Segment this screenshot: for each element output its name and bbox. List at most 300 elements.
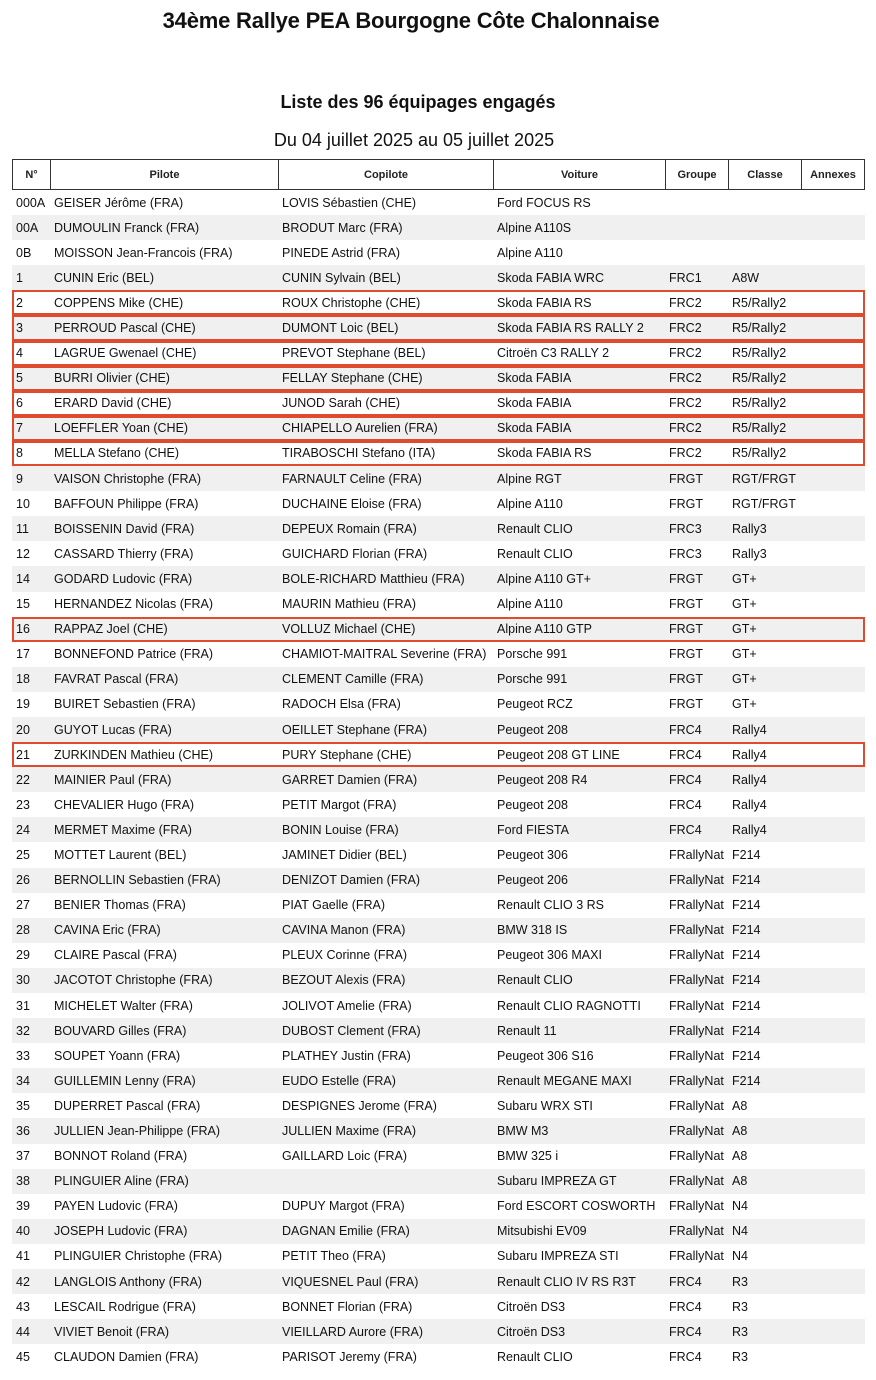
table-row [12, 1068, 865, 1093]
annexes-cell [801, 1194, 865, 1219]
annexes-cell [801, 617, 865, 642]
annexes-cell [801, 1043, 865, 1068]
table-row [12, 290, 865, 315]
pilote-name-cell: CLAUDON Damien (FRA) [54, 1349, 199, 1364]
entry-number-cell: 11 [12, 516, 50, 541]
copilote-name-cell: CLEMENT Camille (FRA) [278, 667, 493, 692]
table-row [12, 1319, 865, 1344]
car-model-cell: Alpine A110 [497, 597, 563, 612]
table-body [12, 190, 865, 1369]
annexes-cell [801, 1018, 865, 1043]
annexes-cell [801, 1144, 865, 1169]
table-row [12, 566, 865, 591]
group-cell: FRallyNat [669, 898, 724, 913]
pilote-name-cell: PLINGUIER Aline (FRA) [50, 1169, 278, 1194]
class-cell: GT+ [732, 697, 757, 712]
pilote-name-cell: BOISSENIN David (FRA) [50, 516, 278, 541]
pilote-name-cell: LOEFFLER Yoan (CHE) [50, 416, 278, 441]
entry-number-cell: 00A [12, 215, 50, 240]
group-cell: FRC3 [669, 546, 702, 561]
car-model-cell: Skoda FABIA RS [493, 441, 665, 466]
class-cell: R5/Rally2 [728, 341, 801, 366]
copilote-name-cell: DUMONT Loic (BEL) [278, 315, 493, 340]
table-row [12, 592, 865, 617]
table-row [12, 1118, 865, 1143]
copilote-name-cell: DUBOST Clement (FRA) [278, 1018, 493, 1043]
table-row [12, 190, 865, 215]
copilote-name-cell: DAGNAN Emilie (FRA) [278, 1219, 493, 1244]
car-model-cell: Skoda FABIA RS [493, 290, 665, 315]
copilote-name-cell: DUCHAINE Eloise (FRA) [282, 496, 422, 511]
group-cell: FRallyNat [669, 1199, 724, 1214]
table-row [12, 466, 865, 491]
class-cell: R5/Rally2 [728, 290, 801, 315]
annexes-cell [801, 491, 865, 516]
class-cell: F214 [732, 847, 761, 862]
car-model-cell: Renault CLIO 3 RS [497, 898, 604, 913]
annexes-cell [801, 315, 865, 340]
group-cell: FRallyNat [665, 868, 728, 893]
pilote-name-cell: BENIER Thomas (FRA) [54, 898, 186, 913]
class-cell: F214 [732, 1048, 761, 1063]
entry-number-cell: 43 [16, 1299, 30, 1314]
group-cell: FRC4 [669, 797, 702, 812]
group-cell: FRGT [669, 496, 704, 511]
annexes-cell [801, 215, 865, 240]
car-model-cell: Citroën DS3 [497, 1299, 566, 1314]
group-cell: FRallyNat [665, 1118, 728, 1143]
entry-number-cell: 30 [12, 968, 50, 993]
entry-number-cell: 5 [12, 366, 50, 391]
entry-number-cell: 20 [12, 717, 50, 742]
car-model-cell: Alpine A110 GT+ [493, 566, 665, 591]
group-cell: FRC2 [665, 391, 728, 416]
copilote-name-cell: CAVINA Manon (FRA) [278, 918, 493, 943]
annexes-cell [801, 441, 865, 466]
copilote-name-cell: DESPIGNES Jerome (FRA) [282, 1098, 437, 1113]
table-row [12, 541, 865, 566]
entry-number-cell: 34 [12, 1068, 50, 1093]
pilote-name-cell: PERROUD Pascal (CHE) [50, 315, 278, 340]
pilote-name-cell: BURRI Olivier (CHE) [50, 366, 278, 391]
group-cell: FRGT [665, 566, 728, 591]
group-cell: FRC2 [665, 441, 728, 466]
table-row [12, 391, 865, 416]
class-cell: R5/Rally2 [728, 391, 801, 416]
group-cell: FRGT [665, 667, 728, 692]
copilote-name-cell: PINEDE Astrid (FRA) [282, 245, 401, 260]
entry-number-cell: 27 [16, 898, 30, 913]
class-cell: N4 [728, 1219, 801, 1244]
class-cell: F214 [728, 1018, 801, 1043]
copilote-name-cell: PETIT Margot (FRA) [282, 797, 397, 812]
group-cell: FRC4 [665, 717, 728, 742]
pilote-name-cell: CLAIRE Pascal (FRA) [54, 948, 177, 963]
copilote-name-cell: BONNET Florian (FRA) [282, 1299, 413, 1314]
entry-number-cell: 8 [12, 441, 50, 466]
annexes-cell [801, 893, 865, 918]
car-model-cell: Peugeot RCZ [497, 697, 573, 712]
table-row [12, 1344, 865, 1369]
car-model-cell: Citroën C3 RALLY 2 [493, 341, 665, 366]
group-cell: FRC2 [665, 416, 728, 441]
table-row [12, 1144, 865, 1169]
date-range: Du 04 juillet 2025 au 05 juillet 2025 [273, 130, 555, 150]
entry-number-cell: 36 [12, 1118, 50, 1143]
entry-number-cell: 45 [16, 1349, 30, 1364]
copilote-name-cell: PLATHEY Justin (FRA) [282, 1048, 411, 1063]
copilote-name-cell: VIEILLARD Aurore (FRA) [278, 1319, 493, 1344]
car-model-cell: Peugeot 208 R4 [493, 767, 665, 792]
group-cell: FRC4 [669, 1299, 702, 1314]
class-cell [728, 190, 801, 215]
table-row [12, 1194, 865, 1219]
class-cell: R3 [728, 1269, 801, 1294]
table-row [12, 767, 865, 792]
annexes-cell [801, 290, 865, 315]
table-row [12, 1018, 865, 1043]
copilote-name-cell: PURY Stephane (CHE) [278, 742, 493, 767]
copilote-name-cell: BEZOUT Alexis (FRA) [278, 968, 493, 993]
group-cell: FRGT [669, 597, 704, 612]
table-row [12, 667, 865, 692]
group-cell: FRC4 [665, 1319, 728, 1344]
group-cell: FRC2 [665, 315, 728, 340]
column-header-annexes: Annexes [801, 159, 865, 190]
copilote-name-cell: BOLE-RICHARD Matthieu (FRA) [278, 566, 493, 591]
copilote-name-cell: PIAT Gaelle (FRA) [282, 898, 386, 913]
copilote-name-cell: GAILLARD Loic (FRA) [282, 1149, 408, 1164]
annexes-cell [801, 667, 865, 692]
annexes-cell [801, 742, 865, 767]
copilote-name-cell: MAURIN Mathieu (FRA) [282, 597, 417, 612]
entry-number-cell: 38 [12, 1169, 50, 1194]
group-cell: FRC2 [665, 341, 728, 366]
annexes-cell [801, 391, 865, 416]
pilote-name-cell: MICHELET Walter (FRA) [54, 998, 193, 1013]
entry-number-cell: 17 [16, 647, 30, 662]
pilote-name-cell: PAYEN Ludovic (FRA) [54, 1199, 178, 1214]
table-row [12, 341, 865, 366]
class-cell: A8 [732, 1149, 748, 1164]
annexes-cell [801, 943, 865, 968]
class-cell: GT+ [732, 597, 757, 612]
entry-number-cell: 31 [16, 998, 30, 1013]
annexes-cell [801, 516, 865, 541]
group-cell: FRallyNat [669, 998, 724, 1013]
car-model-cell: Porsche 991 [497, 647, 568, 662]
car-model-cell: Peugeot 208 [493, 717, 665, 742]
group-cell [665, 215, 728, 240]
copilote-name-cell: FELLAY Stephane (CHE) [278, 366, 493, 391]
group-cell: FRC2 [665, 366, 728, 391]
annexes-cell [801, 1219, 865, 1244]
entry-number-cell: 21 [12, 742, 50, 767]
class-cell: R5/Rally2 [728, 416, 801, 441]
car-model-cell: Alpine A110S [493, 215, 665, 240]
pilote-name-cell: CASSARD Thierry (FRA) [54, 546, 194, 561]
entry-number-cell: 18 [12, 667, 50, 692]
annexes-cell [801, 566, 865, 591]
group-cell: FRC2 [665, 290, 728, 315]
pilote-name-cell: MOISSON Jean-Francois (FRA) [54, 245, 233, 260]
column-header-copilote: Copilote [278, 159, 493, 190]
annexes-cell [801, 1269, 865, 1294]
class-cell: R5/Rally2 [728, 441, 801, 466]
group-cell: FRC4 [669, 1349, 702, 1364]
group-cell: FRallyNat [665, 1068, 728, 1093]
pilote-name-cell: MAINIER Paul (FRA) [50, 767, 278, 792]
entry-number-cell: 3 [12, 315, 50, 340]
pilote-name-cell: BONNEFOND Patrice (FRA) [54, 647, 214, 662]
entries-table [12, 159, 865, 1369]
annexes-cell [801, 1093, 865, 1118]
group-cell [665, 240, 728, 265]
annexes-cell [801, 717, 865, 742]
class-cell: F214 [728, 968, 801, 993]
copilote-name-cell: RADOCH Elsa (FRA) [282, 697, 401, 712]
table-row [12, 868, 865, 893]
copilote-name-cell: FARNAULT Celine (FRA) [278, 466, 493, 491]
pilote-name-cell: RAPPAZ Joel (CHE) [50, 617, 278, 642]
group-cell: FRC4 [665, 1269, 728, 1294]
annexes-cell [801, 541, 865, 566]
copilote-name-cell: TIRABOSCHI Stefano (ITA) [278, 441, 493, 466]
entry-number-cell: 16 [12, 617, 50, 642]
class-cell: N4 [732, 1199, 748, 1214]
group-cell: FRallyNat [669, 1048, 724, 1063]
table-row [12, 918, 865, 943]
class-cell: F214 [728, 868, 801, 893]
pilote-name-cell: CHEVALIER Hugo (FRA) [54, 797, 195, 812]
copilote-name-cell: CUNIN Sylvain (BEL) [278, 265, 493, 290]
table-row [12, 1219, 865, 1244]
class-cell: GT+ [728, 667, 801, 692]
car-model-cell: Peugeot 306 S16 [497, 1048, 594, 1063]
copilote-name-cell: BONIN Louise (FRA) [278, 817, 493, 842]
table-row [12, 993, 865, 1018]
car-model-cell: Alpine A110 GTP [493, 617, 665, 642]
car-model-cell: Skoda FABIA [493, 391, 665, 416]
class-cell: F214 [732, 948, 761, 963]
copilote-name-cell: CHAMIOT-MAITRAL Severine (FRA) [282, 647, 487, 662]
car-model-cell: Renault 11 [493, 1018, 665, 1043]
class-cell: A8 [732, 1098, 748, 1113]
table-row [12, 617, 865, 642]
pilote-name-cell: VAISON Christophe (FRA) [50, 466, 278, 491]
car-model-cell: Renault CLIO [493, 968, 665, 993]
group-cell: FRallyNat [669, 1149, 724, 1164]
car-model-cell: BMW 318 IS [493, 918, 665, 943]
car-model-cell: Alpine A110 [497, 496, 563, 511]
annexes-cell [801, 968, 865, 993]
group-cell: FRC1 [665, 265, 728, 290]
annexes-cell [801, 1169, 865, 1194]
table-row [12, 1244, 865, 1269]
table-row [12, 717, 865, 742]
entry-number-cell: 12 [16, 546, 30, 561]
group-cell: FRallyNat [669, 1249, 724, 1264]
pilote-name-cell: MERMET Maxime (FRA) [50, 817, 278, 842]
copilote-name-cell [278, 1169, 493, 1194]
group-cell: FRC4 [665, 742, 728, 767]
copilote-name-cell: EUDO Estelle (FRA) [278, 1068, 493, 1093]
annexes-cell [801, 466, 865, 491]
car-model-cell: Peugeot 208 [497, 797, 568, 812]
copilote-name-cell: DEPEUX Romain (FRA) [278, 516, 493, 541]
copilote-name-cell: BRODUT Marc (FRA) [278, 215, 493, 240]
class-cell: Rally4 [728, 767, 801, 792]
column-header-pilote: Pilote [50, 159, 278, 190]
annexes-cell [801, 1319, 865, 1344]
pilote-name-cell: BUIRET Sebastien (FRA) [54, 697, 196, 712]
annexes-cell [801, 366, 865, 391]
class-cell: A8W [728, 265, 801, 290]
copilote-name-cell: PETIT Theo (FRA) [282, 1249, 386, 1264]
annexes-cell [801, 642, 865, 667]
class-cell: R5/Rally2 [728, 315, 801, 340]
document-title: 34ème Rallye PEA Bourgogne Côte Chalonnaise [162, 8, 660, 33]
pilote-name-cell: CUNIN Eric (BEL) [50, 265, 278, 290]
table-row [12, 968, 865, 993]
class-cell: Rally3 [728, 516, 801, 541]
annexes-cell [801, 190, 865, 215]
class-cell: A8 [728, 1169, 801, 1194]
class-cell: Rally4 [732, 797, 767, 812]
pilote-name-cell: JOSEPH Ludovic (FRA) [50, 1219, 278, 1244]
table-row [12, 642, 865, 667]
table-row [12, 943, 865, 968]
class-cell: Rally4 [728, 742, 801, 767]
column-header-number: N° [12, 159, 50, 190]
entry-number-cell: 1 [12, 265, 50, 290]
pilote-name-cell: BERNOLLIN Sebastien (FRA) [50, 868, 278, 893]
entry-number-cell: 24 [12, 817, 50, 842]
entry-number-cell: 40 [12, 1219, 50, 1244]
table-row [12, 817, 865, 842]
pilote-name-cell: VIVIET Benoit (FRA) [50, 1319, 278, 1344]
annexes-cell [801, 240, 865, 265]
table-row [12, 742, 865, 767]
entry-number-cell: 7 [12, 416, 50, 441]
table-row [12, 692, 865, 717]
pilote-name-cell: CAVINA Eric (FRA) [50, 918, 278, 943]
table-row [12, 315, 865, 340]
pilote-name-cell: LESCAIL Rodrigue (FRA) [54, 1299, 196, 1314]
pilote-name-cell: JULLIEN Jean-Philippe (FRA) [50, 1118, 278, 1143]
entry-number-cell: 35 [16, 1098, 30, 1113]
car-model-cell: Subaru IMPREZA STI [497, 1249, 619, 1264]
car-model-cell: Ford FIESTA [493, 817, 665, 842]
column-header-voiture: Voiture [493, 159, 665, 190]
entry-number-cell: 6 [12, 391, 50, 416]
entry-number-cell: 25 [16, 847, 30, 862]
class-cell: F214 [728, 1068, 801, 1093]
class-cell: N4 [732, 1249, 748, 1264]
copilote-name-cell: CHIAPELLO Aurelien (FRA) [278, 416, 493, 441]
table-row [12, 215, 865, 240]
car-model-cell: Porsche 991 [493, 667, 665, 692]
annexes-cell [801, 692, 865, 717]
entry-number-cell: 9 [12, 466, 50, 491]
table-row [12, 366, 865, 391]
pilote-name-cell: PLINGUIER Christophe (FRA) [54, 1249, 223, 1264]
annexes-cell [801, 868, 865, 893]
pilote-name-cell: LAGRUE Gwenael (CHE) [50, 341, 278, 366]
pilote-name-cell: BONNOT Roland (FRA) [54, 1149, 188, 1164]
annexes-cell [801, 767, 865, 792]
group-cell: FRC4 [665, 767, 728, 792]
group-cell: FRallyNat [669, 1098, 724, 1113]
pilote-name-cell: COPPENS Mike (CHE) [50, 290, 278, 315]
copilote-name-cell: DUPUY Margot (FRA) [282, 1199, 405, 1214]
entry-number-cell: 2 [12, 290, 50, 315]
pilote-name-cell: GEISER Jérôme (FRA) [54, 195, 184, 210]
column-header-groupe: Groupe [665, 159, 728, 190]
annexes-cell [801, 1244, 865, 1269]
table-row [12, 240, 865, 265]
entry-number-cell: 26 [12, 868, 50, 893]
car-model-cell: Renault MEGANE MAXI [493, 1068, 665, 1093]
group-cell: FRallyNat [665, 1018, 728, 1043]
car-model-cell: Peugeot 206 [493, 868, 665, 893]
class-cell: Rally4 [728, 817, 801, 842]
car-model-cell: Alpine RGT [493, 466, 665, 491]
class-cell [728, 215, 801, 240]
copilote-name-cell: DENIZOT Damien (FRA) [278, 868, 493, 893]
entry-number-cell: 000A [16, 195, 46, 210]
entry-number-cell: 28 [12, 918, 50, 943]
entry-number-cell: 14 [12, 566, 50, 591]
class-cell: R5/Rally2 [728, 366, 801, 391]
car-model-cell: Skoda FABIA [493, 416, 665, 441]
copilote-name-cell: GUICHARD Florian (FRA) [282, 546, 428, 561]
entry-number-cell: 42 [12, 1269, 50, 1294]
car-model-cell: Peugeot 306 MAXI [497, 948, 602, 963]
car-model-cell: Ford ESCORT COSWORTH [497, 1199, 656, 1214]
annexes-cell [801, 1344, 865, 1369]
class-cell: R3 [728, 1319, 801, 1344]
table-row [12, 441, 865, 466]
annexes-cell [801, 1068, 865, 1093]
pilote-name-cell: DUMOULIN Franck (FRA) [50, 215, 278, 240]
class-cell: GT+ [732, 647, 757, 662]
car-model-cell: Skoda FABIA WRC [493, 265, 665, 290]
copilote-name-cell: JAMINET Didier (BEL) [282, 847, 407, 862]
car-model-cell: Subaru WRX STI [497, 1098, 593, 1113]
table-row [12, 491, 865, 516]
copilote-name-cell: JULLIEN Maxime (FRA) [278, 1118, 493, 1143]
table-row [12, 1294, 865, 1319]
entry-number-cell: 4 [12, 341, 50, 366]
group-cell: FRC3 [665, 516, 728, 541]
car-model-cell: Renault CLIO [493, 516, 665, 541]
annexes-cell [801, 993, 865, 1018]
entry-number-cell: 10 [16, 496, 30, 511]
pilote-name-cell: MOTTET Laurent (BEL) [54, 847, 187, 862]
annexes-cell [801, 1294, 865, 1319]
entry-number-cell: 33 [16, 1048, 30, 1063]
class-cell: F214 [728, 918, 801, 943]
car-model-cell: Citroën DS3 [493, 1319, 665, 1344]
annexes-cell [801, 792, 865, 817]
table-header-row [12, 159, 865, 190]
table-row [12, 516, 865, 541]
group-cell [665, 190, 728, 215]
entry-number-cell: 32 [12, 1018, 50, 1043]
copilote-name-cell: PLEUX Corinne (FRA) [282, 948, 408, 963]
class-cell: RGT/FRGT [732, 496, 796, 511]
